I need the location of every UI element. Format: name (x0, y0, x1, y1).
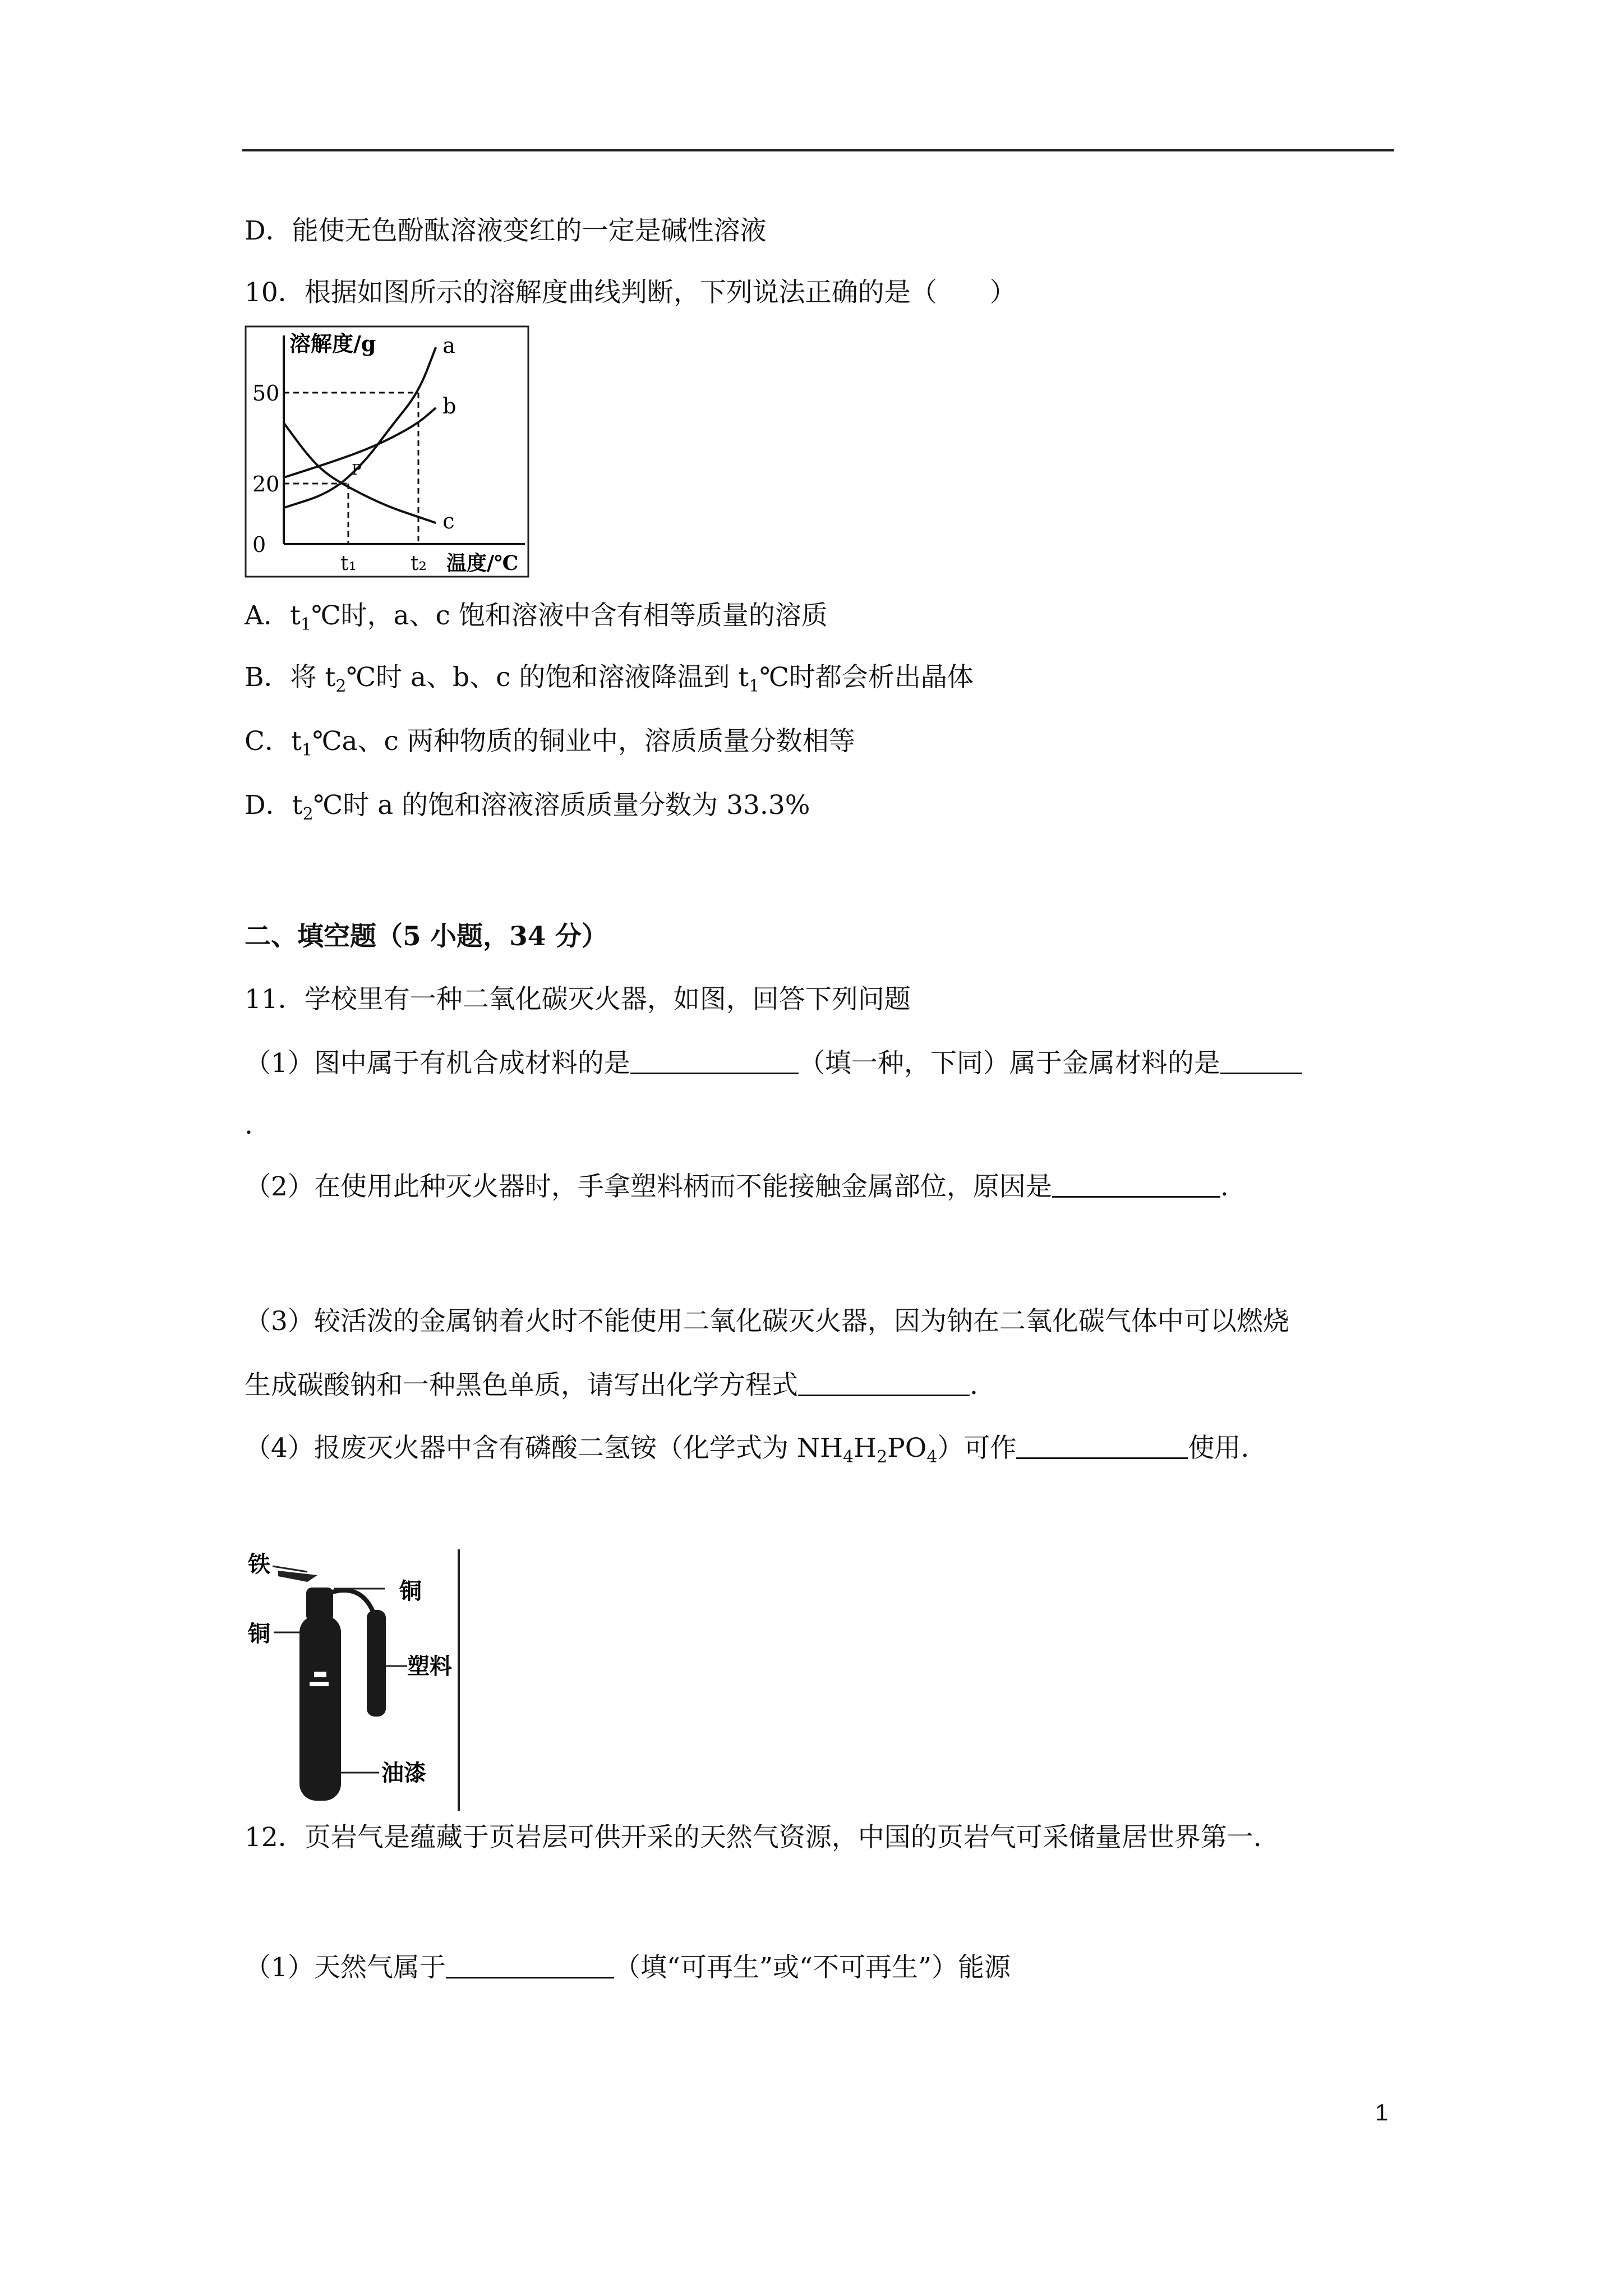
q10-d-part1: D．t (245, 790, 303, 821)
page-number: 1 (1375, 2099, 1389, 2125)
q10-b-part2: ℃时 a、b、c 的饱和溶液降温到 t (346, 662, 749, 693)
q11-part4 (245, 1432, 1249, 1474)
intersection-point-label: P (352, 462, 362, 478)
label-mark (314, 1672, 326, 1677)
q12-p1-text-a: （1）天然气属于 (245, 1952, 446, 1983)
q11-p1-blank-1[interactable] (630, 1048, 799, 1074)
q11-p1-blank-2[interactable] (1220, 1048, 1302, 1074)
label-plastic: 塑料 (407, 1653, 452, 1680)
q11-p4-s1: 4 (842, 1447, 854, 1467)
header-rule (242, 149, 1394, 151)
hose (329, 1590, 375, 1616)
q11-p4-s3: 4 (926, 1447, 938, 1467)
section-heading: 二、填空题（5 小题，34 分） (245, 921, 608, 952)
q11-p3-text: 生成碳酸钠和一种黑色单质，请写出化学方程式 (245, 1370, 798, 1401)
q11-p2-end: . (1220, 1171, 1229, 1202)
q11-part3-line1: （3）较活泼的金属钠着火时不能使用二氧化碳灭火器，因为钠在二氧化碳气体中可以燃烧 (245, 1306, 1289, 1337)
q11-p4-s2: 2 (877, 1447, 888, 1467)
q11-p1-text-b: （填一种，下同）属于金属材料的是 (798, 1048, 1220, 1079)
q10-d-sub: 2 (302, 804, 313, 824)
q10-b-part1: B．将 t (245, 662, 336, 693)
curve-label-b: b (442, 394, 457, 418)
x-tick-2: t₂ (411, 552, 427, 575)
q11-p4-blank[interactable] (1016, 1433, 1188, 1459)
x-axis-label: 温度/℃ (446, 551, 519, 575)
leader-iron (273, 1566, 307, 1572)
curve-label-c: c (442, 509, 455, 534)
q10-option-c (245, 725, 855, 767)
q10-option-b (245, 661, 974, 703)
q10-d-part2: ℃时 a 的饱和溶液溶质质量分数为 33.3% (313, 790, 810, 821)
q10-c-part1: C．t (245, 726, 302, 757)
q11-p2-blank[interactable] (1052, 1171, 1220, 1198)
q10-b-part3: ℃时都会析出晶体 (759, 662, 974, 693)
q10-a-part2: ℃时，a、c 饱和溶液中含有相等质量的溶质 (311, 600, 828, 631)
q11-p1-dot: . (245, 1110, 253, 1140)
curve-label-a: a (442, 333, 455, 358)
chart-frame (246, 326, 528, 577)
q10-stem: 10．根据如图所示的溶解度曲线判断，下列说法正确的是（ ） (245, 277, 1016, 308)
q11-p4-a: （4）报废灭火器中含有磷酸二氢铵（化学式为 NH (245, 1433, 843, 1464)
label-copper-left: 铜 (248, 1621, 270, 1647)
q10-b-sub1: 2 (335, 677, 347, 696)
q12-p1-text-b: （填“可再生”或“不可再生”）能源 (614, 1952, 1011, 1983)
y-tick-20: 20 (252, 472, 280, 496)
q12-p1-blank[interactable] (446, 1952, 614, 1978)
q11-p3-blank[interactable] (798, 1370, 970, 1396)
q11-p4-e: 使用. (1188, 1433, 1249, 1464)
handle-lever (278, 1571, 317, 1582)
q9-option-d: D．能使无色酚酞溶液变红的一定是碱性溶液 (245, 215, 767, 246)
q10-a-part1: A．t (245, 600, 301, 631)
label-copper-right: 铜 (399, 1578, 422, 1604)
q10-b-sub2: 1 (749, 677, 760, 696)
cylinder-body (299, 1616, 341, 1801)
solubility-chart (245, 325, 529, 578)
y-tick-0: 0 (252, 532, 266, 557)
q11-p3-end: . (970, 1370, 978, 1401)
y-axis-label: 溶解度/g (289, 331, 376, 356)
q11-stem: 11．学校里有一种二氧化碳灭火器，如图，回答下列问题 (245, 984, 911, 1015)
q10-a-sub: 1 (300, 615, 311, 634)
label-iron: 铁 (248, 1551, 270, 1577)
q11-p4-b: H (854, 1433, 877, 1464)
x-tick-1: t₁ (340, 552, 357, 575)
y-tick-50: 50 (252, 381, 280, 406)
q12-stem: 12．页岩气是蕴藏于页岩层可供开采的天然气资源，中国的页岩气可采储量居世界第一. (245, 1822, 1262, 1853)
label-paint: 油漆 (381, 1760, 426, 1786)
q11-part3-line2 (245, 1369, 978, 1402)
extinguisher-figure (245, 1548, 463, 1812)
q11-p2-text: （2）在使用此种灭火器时，手拿塑料柄而不能接触金属部位，原因是 (245, 1171, 1052, 1202)
q10-c-sub: 1 (301, 740, 312, 760)
q11-p4-c: PO (887, 1433, 927, 1464)
q11-p4-d: ）可作 (937, 1433, 1017, 1464)
figure-border (458, 1549, 460, 1811)
q10-option-d (245, 789, 810, 831)
q12-part1 (245, 1951, 1011, 1985)
label-mark-2 (310, 1682, 329, 1686)
q10-option-a (245, 599, 828, 642)
q11-part2 (245, 1170, 1229, 1204)
q11-p1-text-a: （1）图中属于有机合成材料的是 (245, 1048, 630, 1079)
horn-nozzle (367, 1610, 386, 1717)
q11-part1 (245, 1047, 1302, 1080)
q10-c-part2: ℃a、c 两种物质的铜业中，溶质质量分数相等 (312, 726, 855, 757)
